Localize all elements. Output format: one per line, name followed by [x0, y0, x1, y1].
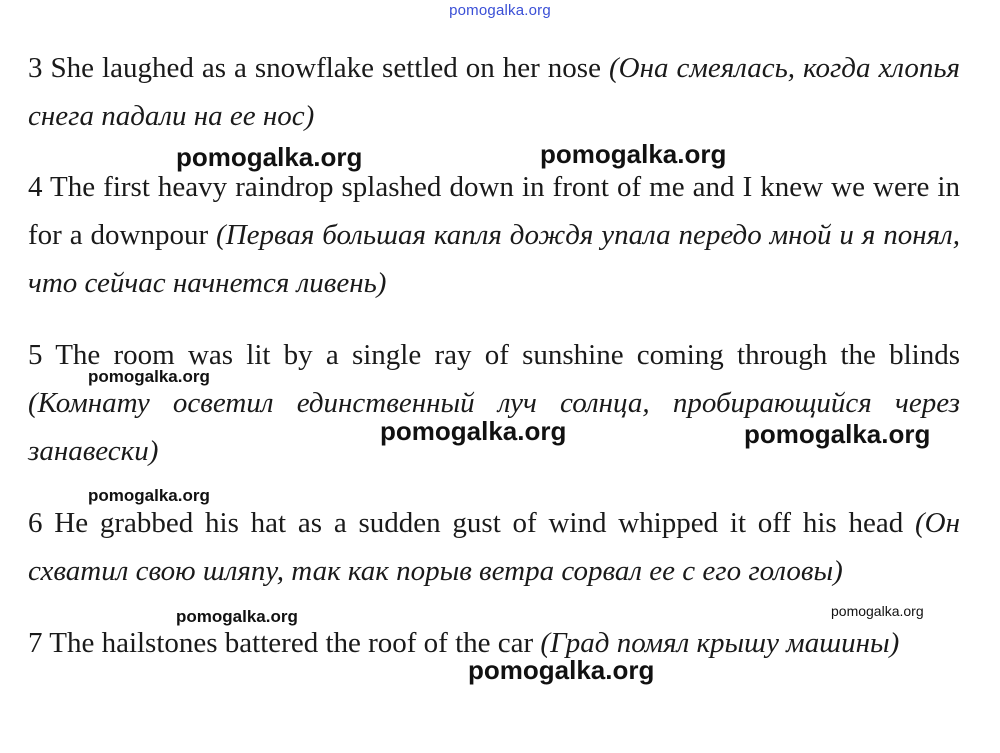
list-item-3 — [28, 44, 960, 140]
item-english: The room was lit by a single ray of sunshine coming through the blinds — [55, 339, 960, 371]
item-number: 7 — [28, 627, 43, 659]
watermark: pomogalka.org — [88, 367, 210, 386]
list-item-4 — [28, 163, 960, 307]
item-english: The hailstones battered the roof of the car — [49, 627, 534, 659]
list-item-6 — [28, 499, 960, 595]
watermark: pomogalka.org — [831, 603, 924, 619]
item-english: She laughed as a snowflake settled on her nose — [50, 52, 601, 84]
watermark: pomogalka.org — [88, 486, 210, 505]
watermark: pomogalka.org — [744, 419, 931, 449]
header-watermark: pomogalka.org — [449, 2, 551, 19]
watermark: pomogalka.org — [380, 416, 567, 446]
item-russian: (Она смеялась, когда хлопья снега падали на ее нос) — [28, 52, 961, 132]
item-russian: (Он схватил свою шляпу, так как порыв ветра сорвал ее с его головы) — [28, 507, 960, 587]
item-russian: (Первая большая капля дождя упала передо мной и я понял, что сейчас начнется ливень) — [28, 219, 960, 299]
watermark: pomogalka.org — [176, 607, 298, 626]
watermark: pomogalka.org — [176, 142, 363, 172]
item-number: 3 — [28, 52, 43, 84]
watermark: pomogalka.org — [468, 655, 655, 685]
item-number: 5 — [28, 339, 43, 371]
item-english: The first heavy raindrop splashed down in front of me and I knew we were in for a downpour — [28, 171, 960, 251]
list-item-5 — [28, 331, 960, 475]
item-russian: (Град помял крышу машины) — [540, 627, 900, 659]
watermark: pomogalka.org — [540, 139, 727, 169]
item-number: 4 — [28, 171, 43, 203]
item-russian: (Комнату осветил единственный луч солнца, пробирающийся через занавески) — [28, 387, 960, 467]
item-english: He grabbed his hat as a sudden gust of wind whipped it off his head — [54, 507, 904, 539]
item-number: 6 — [28, 507, 43, 539]
